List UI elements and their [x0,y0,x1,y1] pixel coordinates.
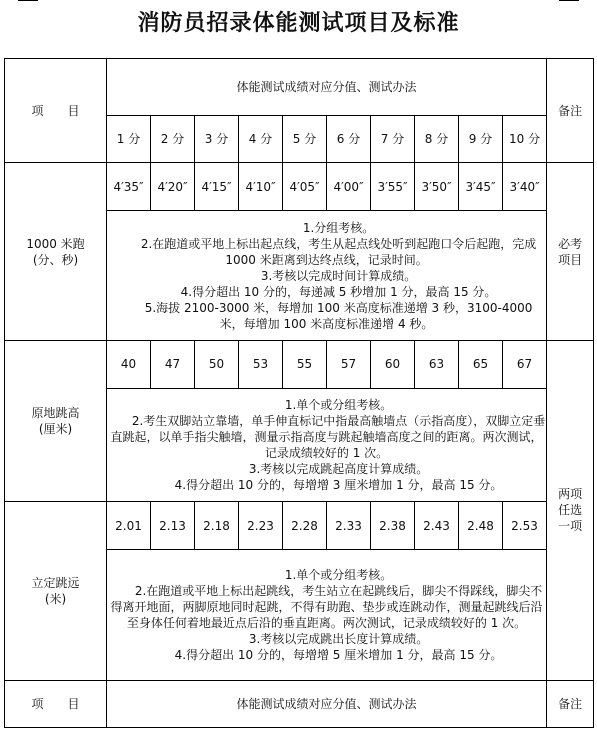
jump-item-name: 原地跳高 [31,406,80,421]
longjump-standard-cell: 2.53 [503,502,547,550]
jump-standard-cell: 55 [283,340,327,388]
longjump-item-unit: (米) [44,592,67,607]
run-note-cell [547,163,594,341]
run-standard-cell: 4′10″ [239,163,283,211]
run-note-line: 必考 [558,236,583,251]
jump-method-step: 2.考生双脚站立靠墙，单手伸直标记中指最高触墙点（示指高度），双脚立定垂直跳起，以单手指尖触墙，测量示指高度与跳起触墙高度之间的距离。两次测试，记录成绩较好的 1 次。 [110,414,546,461]
longjump-standard-cell: 2.28 [283,502,327,550]
optional-note-line: 两项 [558,487,583,502]
score-header-cell: 2 分 [151,116,195,163]
longjump-standard-cell: 2.13 [151,502,195,550]
jump-standard-cell: 40 [107,340,151,388]
run-standard-cell: 3′45″ [459,163,503,211]
footer-note-label: 备注 [547,680,594,727]
jump-standard-cell: 50 [195,340,239,388]
run-method-step: 1.分组考核。 [302,220,375,235]
optional-note-line: 一项 [558,519,583,534]
longjump-standard-cell: 2.43 [415,502,459,550]
footer-item-label: 项 目 [5,680,107,727]
jump-standard-cell: 57 [327,340,371,388]
score-header-cell: 6 分 [327,116,371,163]
run-standard-cell: 3′55″ [371,163,415,211]
run-method-step: 4.得分超出 10 分的，每递减 5 秒增加 1 分，最高 15 分。 [180,284,497,299]
run-method-step: 2.在跑道或平地上标出起点线，考生从起点线处听到起跑口令后起跑，完成 1000 米距离到达终点线，记录时间。 [140,236,537,267]
jump-standard-cell: 47 [151,340,195,388]
header-scoring-label: 体能测试成绩对应分值、测试办法 [107,59,547,116]
footer-scoring-label: 体能测试成绩对应分值、测试办法 [107,680,547,727]
longjump-standard-cell: 2.33 [327,502,371,550]
run-standard-cell: 4′20″ [151,163,195,211]
run-standard-cell: 4′00″ [327,163,371,211]
jump-item-unit: (厘米) [38,422,73,437]
jump-standard-cell: 60 [371,340,415,388]
run-item-unit: (分、秒) [32,252,79,267]
longjump-method-step: 3.考核以完成跳出长度计算成绩。 [248,632,429,647]
run-standard-cell: 3′40″ [503,163,547,211]
run-standards-row [5,163,594,211]
longjump-method-cell [107,550,547,680]
jump-standard-cell: 53 [239,340,283,388]
longjump-method-step: 1.单个或分组考核。 [284,568,393,583]
score-header-cell: 3 分 [195,116,239,163]
longjump-item-cell [5,502,107,681]
run-standard-cell: 4′35″ [107,163,151,211]
run-method-step: 3.考核以完成时间计算成绩。 [260,268,417,283]
score-header-cell: 5 分 [283,116,327,163]
jump-standards-row [5,340,594,388]
run-item-name: 1000 米跑 [26,236,85,251]
longjump-method-step: 2.在跑道或平地上标出起跳线，考生站立在起跳线后，脚尖不得踩线，脚尖不得离开地面，两脚原地同时起跳，不得有助跑、垫步或连跳动作，测量起跳线后沿至身体任何着地最近点后沿的垂直距离。两次测试，记录成绩较好的 1 次。 [110,584,543,631]
jump-standard-cell: 63 [415,340,459,388]
optional-note-line: 任选 [558,503,583,518]
run-item-cell [5,163,107,341]
run-note-line: 项目 [558,252,583,267]
top-rule-left [18,0,38,1]
score-header-cell: 10 分 [503,116,547,163]
jump-method-step: 4.得分超出 10 分的，每增增 3 厘米增加 1 分，最高 15 分。 [174,478,503,493]
top-rule-right [559,0,579,1]
optional-note-cell [547,340,594,680]
score-header-cell: 8 分 [415,116,459,163]
longjump-standards-row [5,502,594,550]
longjump-item-name: 立定跳远 [31,576,80,591]
jump-standard-cell: 65 [459,340,503,388]
run-method-step: 5.海拔 2100-3000 米，每增加 100 米高度标准递增 3 秒，3100-4000 米，每增加 100 米高度标准递增 4 秒。 [144,300,533,331]
run-standard-cell: 4′15″ [195,163,239,211]
jump-method-step: 3.考核以完成跳起高度计算成绩。 [248,462,429,477]
score-header-cell: 4 分 [239,116,283,163]
jump-standard-cell: 67 [503,340,547,388]
longjump-method-step: 4.得分超出 10 分的，每增增 5 厘米增加 1 分，最高 15 分。 [174,648,503,663]
jump-item-cell [5,340,107,501]
header-note-label: 备注 [547,59,594,163]
longjump-standard-cell: 2.18 [195,502,239,550]
longjump-standard-cell: 2.01 [107,502,151,550]
score-header-cell: 1 分 [107,116,151,163]
longjump-standard-cell: 2.38 [371,502,415,550]
page-title: 消防员招录体能测试项目及标准 [137,10,460,36]
header-row [5,59,594,116]
jump-method-cell [107,388,547,501]
score-header-cell: 9 分 [459,116,503,163]
score-header-cell: 7 分 [371,116,415,163]
fitness-standards-table [4,58,594,728]
longjump-standard-cell: 2.23 [239,502,283,550]
run-standard-cell: 3′50″ [415,163,459,211]
footer-row [5,680,594,727]
run-standard-cell: 4′05″ [283,163,327,211]
header-item-label: 项 目 [5,59,107,163]
longjump-standard-cell: 2.48 [459,502,503,550]
run-method-cell [107,211,547,340]
jump-method-step: 1.单个或分组考核。 [284,398,393,413]
